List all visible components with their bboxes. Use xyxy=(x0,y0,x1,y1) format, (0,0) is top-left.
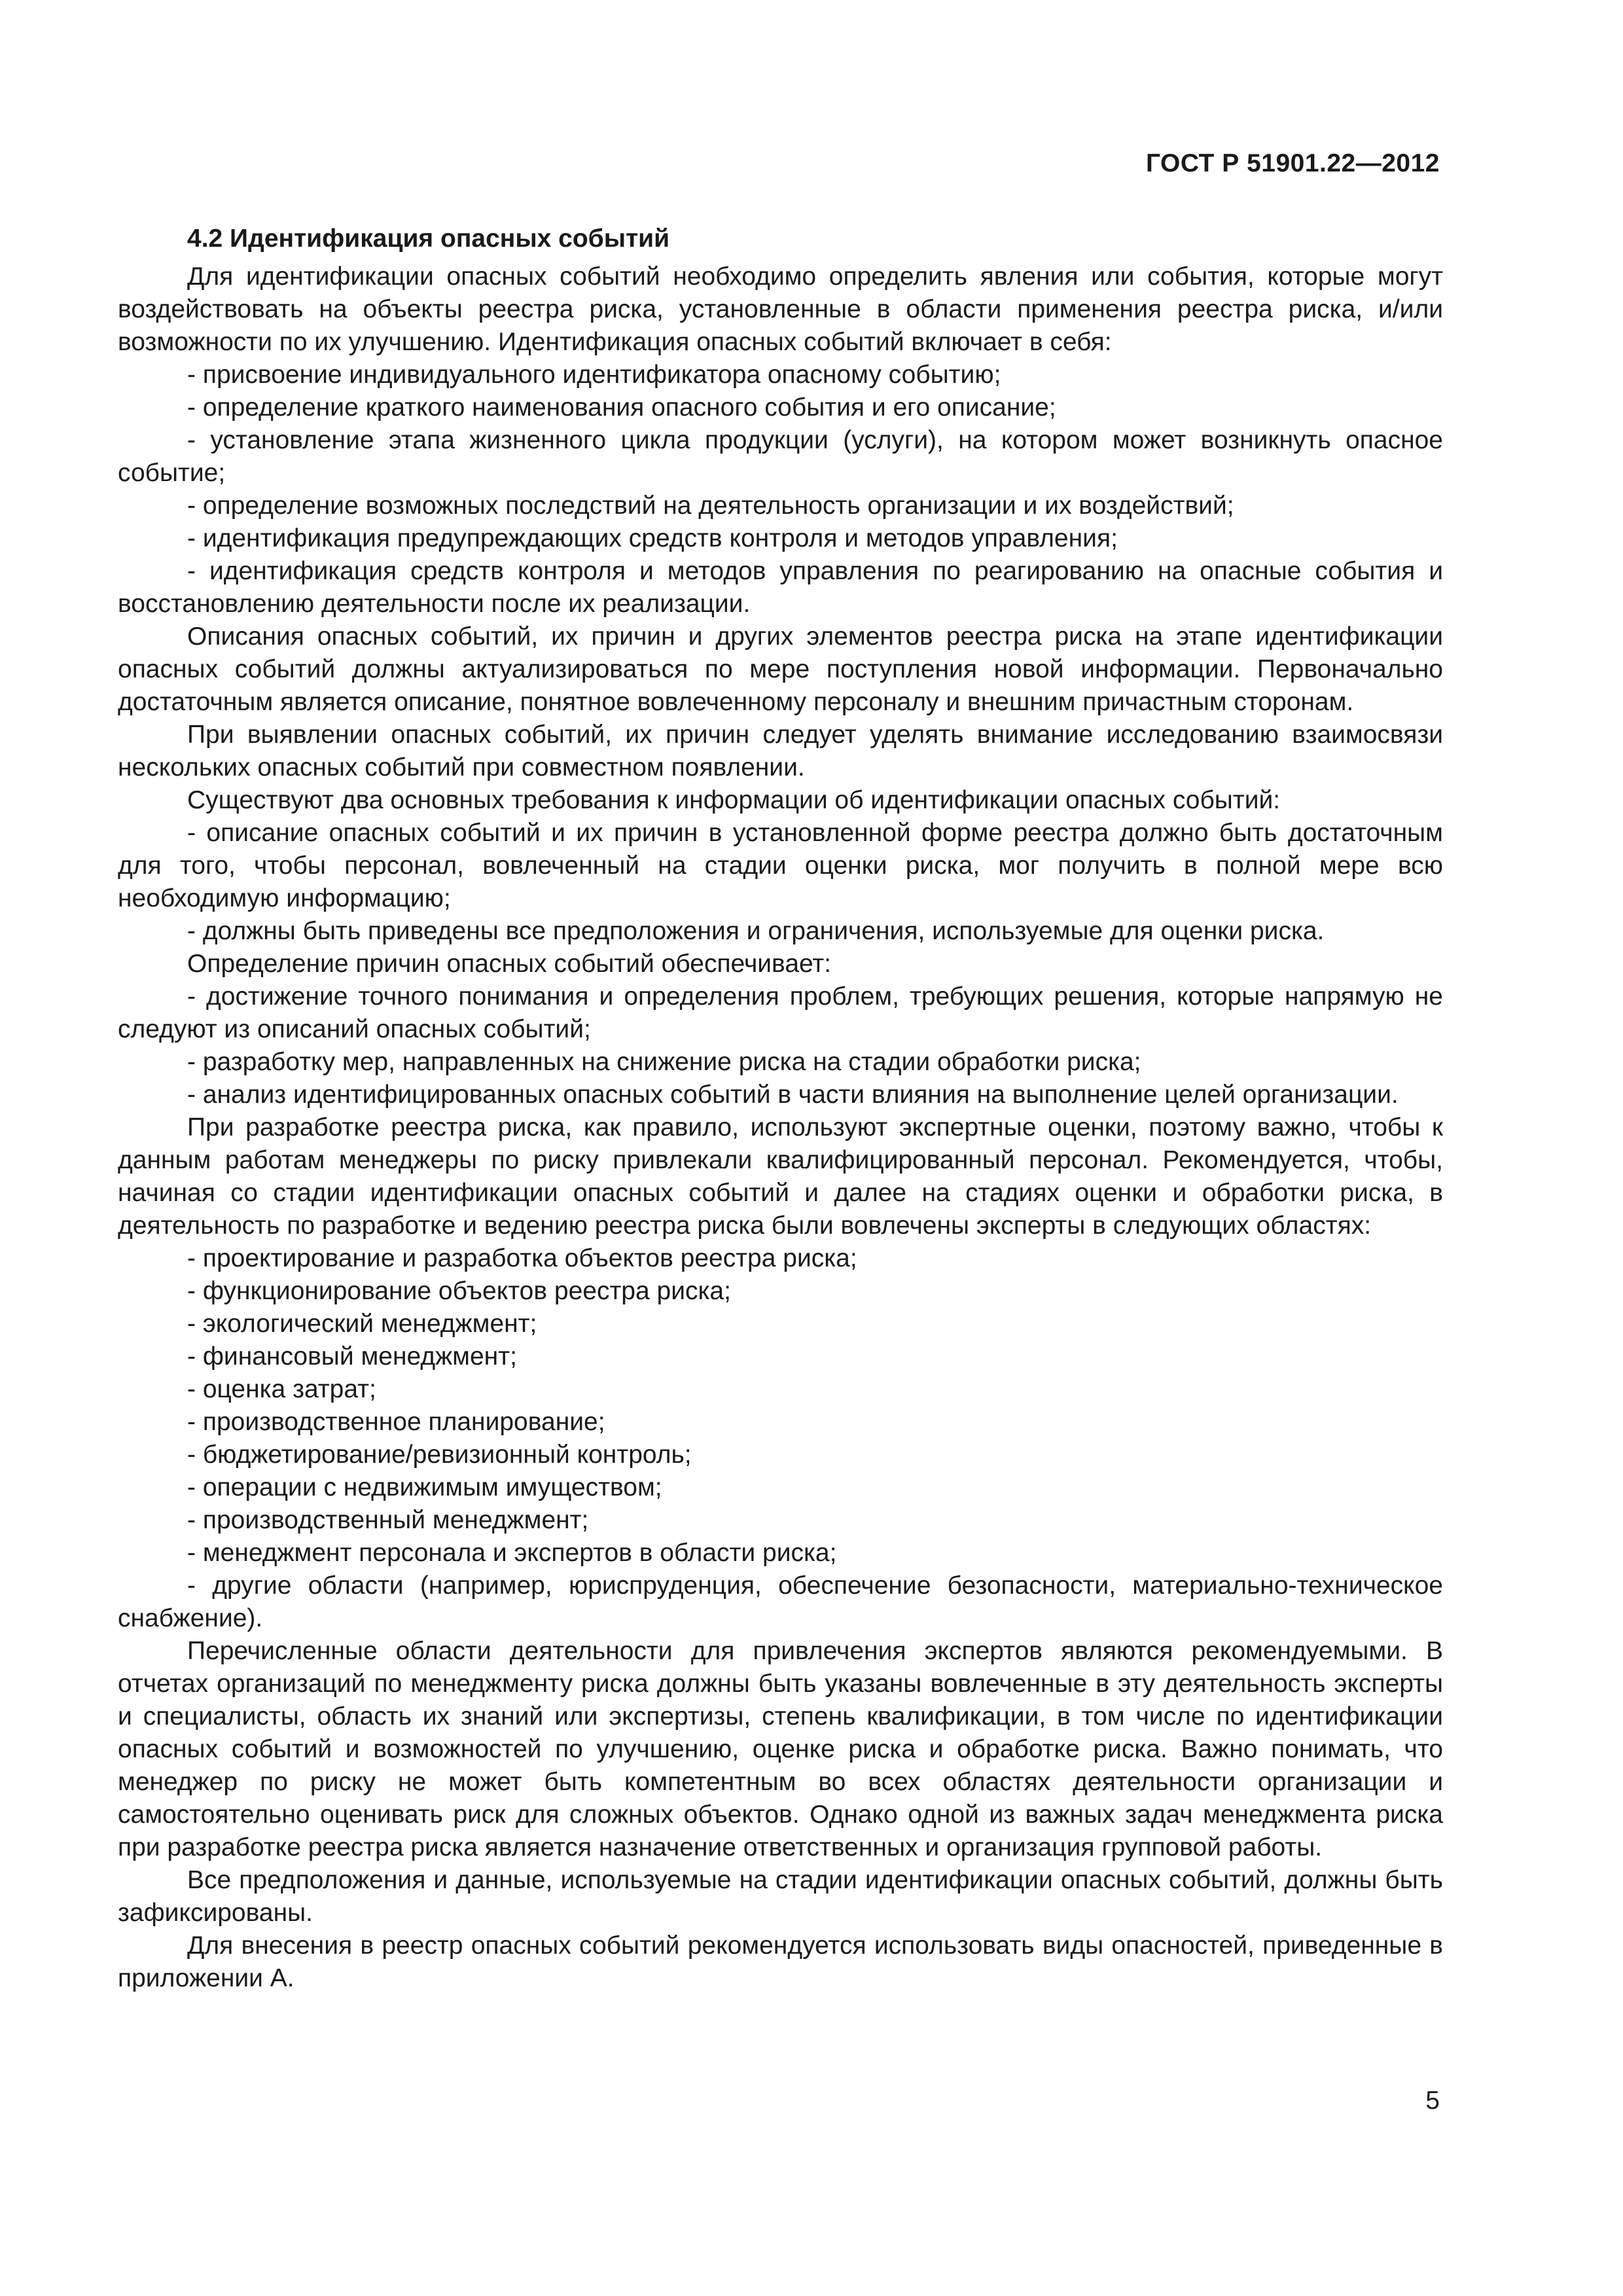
list-item: - анализ идентифицированных опасных событий в части влияния на выполнение целей организации. xyxy=(187,1081,1399,1109)
list-item: - оценка затрат; xyxy=(187,1375,376,1403)
list-item: - бюджетирование/ревизионный контроль; xyxy=(187,1441,692,1469)
list-item: - описание опасных событий и их причин в установленной форме реестра должно быть достаточным для того, чтобы персонал, вовлеченный на стадии оценки риска, мог получить в полной мере всю необходимую информацию; xyxy=(118,819,1443,912)
list-item: - идентификация предупреждающих средств контроля и методов управления; xyxy=(187,524,1118,552)
standard-number-header: ГОСТ Р 51901.22—2012 xyxy=(1145,149,1440,177)
section-title: 4.2 Идентификация опасных событий xyxy=(187,224,670,253)
paragraph: При разработке реестра риска, как правило, используют экспертные оценки, поэтому важно, чтобы к данным работам менеджеры по риску привлекали квалифицированный персонал. Рекомендуется, чтобы, начиная со стадии идентификации опасных событий и далее на стадиях оценки и обработки риска, в деятельность по разработке и ведению реестра риска были вовлечены эксперты в следующих областях: xyxy=(118,1113,1443,1240)
list-item: - экологический менеджмент; xyxy=(187,1310,537,1338)
paragraph: Для идентификации опасных событий необходимо определить явления или события, которые могут воздействовать на объекты реестра риска, установленные в области применения реестра риска, и/или возможности по их улучшению. Идентификация опасных событий включает в себя: xyxy=(118,262,1443,356)
list-item: - присвоение индивидуального идентификатора опасному событию; xyxy=(187,361,1001,389)
paragraph: Все предположения и данные, используемые на стадии идентификации опасных событий, должны быть зафиксированы. xyxy=(118,1866,1443,1927)
paragraph: Описания опасных событий, их причин и других элементов реестра риска на этапе идентификации опасных событий должны актуализироваться по мере поступления новой информации. Первоначально достаточным является описание, понятное вовлеченному персоналу и внешним причастным сторонам. xyxy=(118,622,1443,716)
list-item: - идентификация средств контроля и методов управления по реагированию на опасные события и восстановлению деятельности после их реализации. xyxy=(118,557,1443,618)
list-item: - определение возможных последствий на деятельность организации и их воздействий; xyxy=(187,492,1234,520)
paragraph: Перечисленные области деятельности для привлечения экспертов являются рекомендуемыми. В отчетах организаций по менеджменту риска должны быть указаны вовлеченные в эту деятельность эксперты и специалисты, область их знаний или экспертизы, степень квалификации, в том числе по идентификации опасных событий и возможностей по улучшению, оценке риска и обработке риска. Важно понимать, что менеджер по риску не может быть компетентным во всех областях деятельности организации и самостоятельно оценивать риск для сложных объектов. Однако одной из важных задач менеджмента риска при разработке реестра риска является назначение ответственных и организация групповой работы. xyxy=(118,1637,1443,1861)
list-item: - достижение точного понимания и определения проблем, требующих решения, которые напрямую не следуют из описаний опасных событий; xyxy=(118,982,1443,1043)
list-item: - менеджмент персонала и экспертов в области риска; xyxy=(187,1539,837,1567)
paragraph: Для внесения в реестр опасных событий рекомендуется использовать виды опасностей, приведенные в приложении А. xyxy=(118,1931,1443,1992)
list-item: - разработку мер, направленных на снижение риска на стадии обработки риска; xyxy=(187,1048,1141,1076)
paragraph: Существуют два основных требования к информации об идентификации опасных событий: xyxy=(187,786,1281,814)
list-item: - должны быть приведены все предположения и ограничения, используемые для оценки риска. xyxy=(187,917,1325,945)
list-item: - финансовый менеджмент; xyxy=(187,1342,517,1371)
page-content xyxy=(118,223,1443,1995)
list-item: - производственное планирование; xyxy=(187,1408,605,1436)
paragraph: При выявлении опасных событий, их причин следует уделять внимание исследованию взаимосвязи нескольких опасных событий при совместном появлении. xyxy=(118,721,1443,781)
list-item: - другие области (например, юриспруденция, обеспечение безопасности, материально-техническое снабжение). xyxy=(118,1571,1443,1632)
list-item: - производственный менеджмент; xyxy=(187,1506,589,1534)
list-item: - функционирование объектов реестра риска; xyxy=(187,1277,731,1305)
list-item: - определение краткого наименования опасного события и его описание; xyxy=(187,393,1056,422)
list-item: - проектирование и разработка объектов реестра риска; xyxy=(187,1244,857,1272)
list-item: - установление этапа жизненного цикла продукции (услуги), на котором может возникнуть опасное событие; xyxy=(118,426,1443,487)
page-number: 5 xyxy=(1425,2087,1440,2115)
list-item: - операции с недвижимым имуществом; xyxy=(187,1473,662,1501)
paragraph: Определение причин опасных событий обеспечивает: xyxy=(187,950,832,978)
